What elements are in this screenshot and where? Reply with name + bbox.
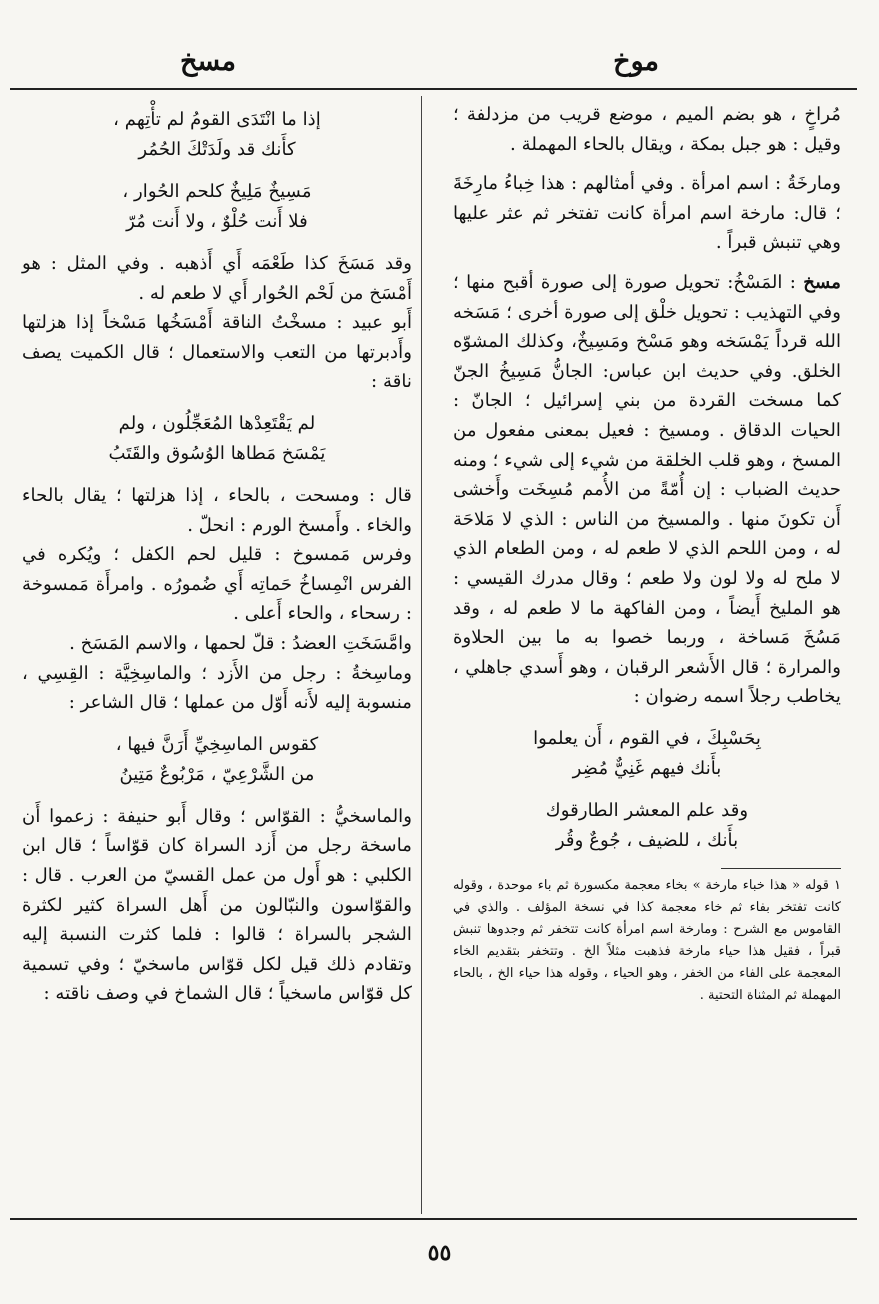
verse-line: بأَنك ، للضيف ، جُوعٌ وقُر	[555, 829, 739, 851]
verse	[22, 730, 412, 790]
entry-body: : المَسْخُ: تحويل صورة إلى صورة أقبح منها ؛ وفي التهذيب : تحويل خلْق إلى صورة أخرى ؛ مَسَخه الله قرداً يَمْسَخه وهو مَسْخ ومَسِيخٌ، وكذلك المشوّه الخلق. وفي حديث ابن عباس: الجانُّ مَسِيخُ الجنّ كما مسخت القردة من بني إسرائيل ؛ الجانّ : الحيات الدقاق . ومسيخ : فعيل بمعنى مفعول من المسخ ، وهو قلب الخلقة من شيء إلى شيء ؛ ومنه حديث الضباب : إن أُمّةً من الأُمم مُسِخَت وأَخشى أَن تكونَ منها . والمسيخ من الناس : الذي لا مَلاحَة له ، ومن اللحم الذي لا طعم له ، ومن الطعام الذي لا ملح له ولا لون ولا طعم ؛ وقال مدرك القيسي : هو المليخ أَيضاً ، ومن الفاكهة ما لا طعم له ، وقد مَسُخَ مَساخة ، وربما خصوا به ما بين الحلاوة والمرارة ؛ قال الأَشعر الرقبان ، وهو أَسدي جاهلي ، يخاطب رجلاً اسمه رضوان :	[453, 271, 841, 708]
verse-line: كأَنك قد ولَدَتْكَ الحُمُر	[138, 139, 296, 160]
footer-rule	[10, 1218, 857, 1220]
paragraph: وماسِخةُ : رجل من الأَزد ؛ والماسِخِيَّة : القِسِي ، منسوبة إليه لأَنه أَوّل من عملها ؛ قال الشاعر :	[22, 662, 412, 714]
verse-line: يَمْسَخ مَطاها الوُسُوق والقَتَبُ	[108, 442, 326, 464]
verse-line: مَسِيخٌ مَلِيخٌ كلحم الحُوار ،	[122, 181, 312, 202]
verse-line: بأَنك فيهم غَنِيٌّ مُضِر	[572, 757, 722, 779]
paragraph: أَبو عبيد : مسخْتُ الناقة أَمْسَخُها مَسْخاً إذا هزلتها وأَدبرتها من التعب والاستعمال ؛ قال الكميت يصف ناقة :	[22, 312, 412, 393]
header-root-word-right: موخ	[613, 46, 659, 77]
verse	[22, 105, 412, 165]
verse-line: وقد علم المعشر الطارقوك	[545, 799, 749, 821]
footnote-rule	[721, 868, 841, 869]
paragraph: وفرس مَمسوخ : قليل لحم الكفل ؛ ويُكره في الفرس انْمِساخُ حَماتِه أَي ضُمورُه . وامرأَة مَمسوخة : رسحاء ، والحاء أَعلى .	[22, 544, 412, 625]
verse	[453, 796, 841, 856]
entry-paragraph	[453, 268, 841, 712]
paragraph: والماسخيُّ : القوّاس ؛ وقال أَبو حنيفة : زعموا أَن ماسخة رجل من أَزد السراة كان قوّاساً ؛ قال ابن الكلبي : هو أَول من عمل القسيّ من العرب . قال : والقوّاسون والنبّالون من أَهل السراة كثير لكثرة الشجر بالسراة ؛ قالوا : فلما كثرت النسبة إليه وتقادم ذلك قيل لكل قوّاس ماسخيّ ؛ وفي تسمية كل قوّاس ماسخياً ؛ قال الشماخ في وصف ناقته :	[22, 805, 412, 1005]
left-column	[22, 105, 412, 1009]
entry-headword: مسخ	[803, 271, 841, 293]
paragraph: وقد مَسَخَ كذا طَعْمَه أَي أَذهبه . وفي المثل : هو أَمْسَخ من لَحْم الحُوار أَي لا طعم له .	[22, 253, 412, 304]
page-number: ٥٥	[427, 1240, 452, 1266]
verse	[22, 409, 412, 469]
verse-line: فلا أَنت حُلْوٌ ، ولا أَنت مُرّ	[126, 211, 308, 232]
paragraph: مُراخٍ ، هو بضم الميم ، موضع قريب من مزدلفة ؛ وقيل : هو جبل بمكة ، ويقال بالحاء المهملة .	[453, 104, 841, 155]
footnote: ١ قوله « هذا خباء مارخة » بخاء معجمة مكسورة ثم باء موحدة ، وقوله كانت تفتخر بفاء ثم خاء معجمة كذا في نسخة المؤلف . والذي في القاموس مع الشرح : ومارخة اسم امرأة كانت تتخفر ثم وجدوها تنبش قبراً ، فقيل هذا حياء مارخة فذهبت مثلاً الخ . وتتخفر بتقديم الخاء المعجمة على الفاء من الخفر ، وهو الحياء ، وقوله هذا حياء الخ ، بالحاء المهملة ثم المثناة التحتية .	[453, 877, 841, 1003]
verse	[22, 177, 412, 237]
right-column	[453, 100, 841, 1007]
verse-line: إذا ما انْتَدَى القومُ لم تأْتِهم ،	[113, 109, 321, 130]
paragraph: وامَّسَخَتِ العضدُ : قلّ لحمها ، والاسم المَسَخ .	[69, 632, 412, 654]
column-divider	[421, 96, 422, 1214]
verse-line: بِحَسْبِكَ ، في القوم ، أَن يعلموا	[533, 727, 761, 749]
header-root-word-left: مسخ	[180, 46, 236, 77]
paragraph: ومارخَةُ : اسم امرأة . وفي أمثالهم : هذا خِباءُ مارِخَةَ ؛ قال: مارخة اسم امرأة كانت تفتخر ثم عثر عليها وهي تنبش قبراً .	[453, 173, 841, 254]
verse-line: لم يَقْتَعِدْها المُعَجِّلُون ، ولم	[118, 412, 316, 434]
verse-line: كقوس الماسِخِيِّ أَرَنَّ فيها ،	[115, 733, 319, 755]
verse-line: من الشَّرْعِيّ ، مَرْبُوعٌ مَتِينُ	[119, 763, 315, 785]
verse	[453, 724, 841, 784]
paragraph: قال : ومسحت ، بالحاء ، إذا هزلتها ؛ يقال بالحاء والخاء . وأَمسخ الورم : انحلّ .	[22, 484, 412, 536]
header-rule	[10, 88, 857, 90]
